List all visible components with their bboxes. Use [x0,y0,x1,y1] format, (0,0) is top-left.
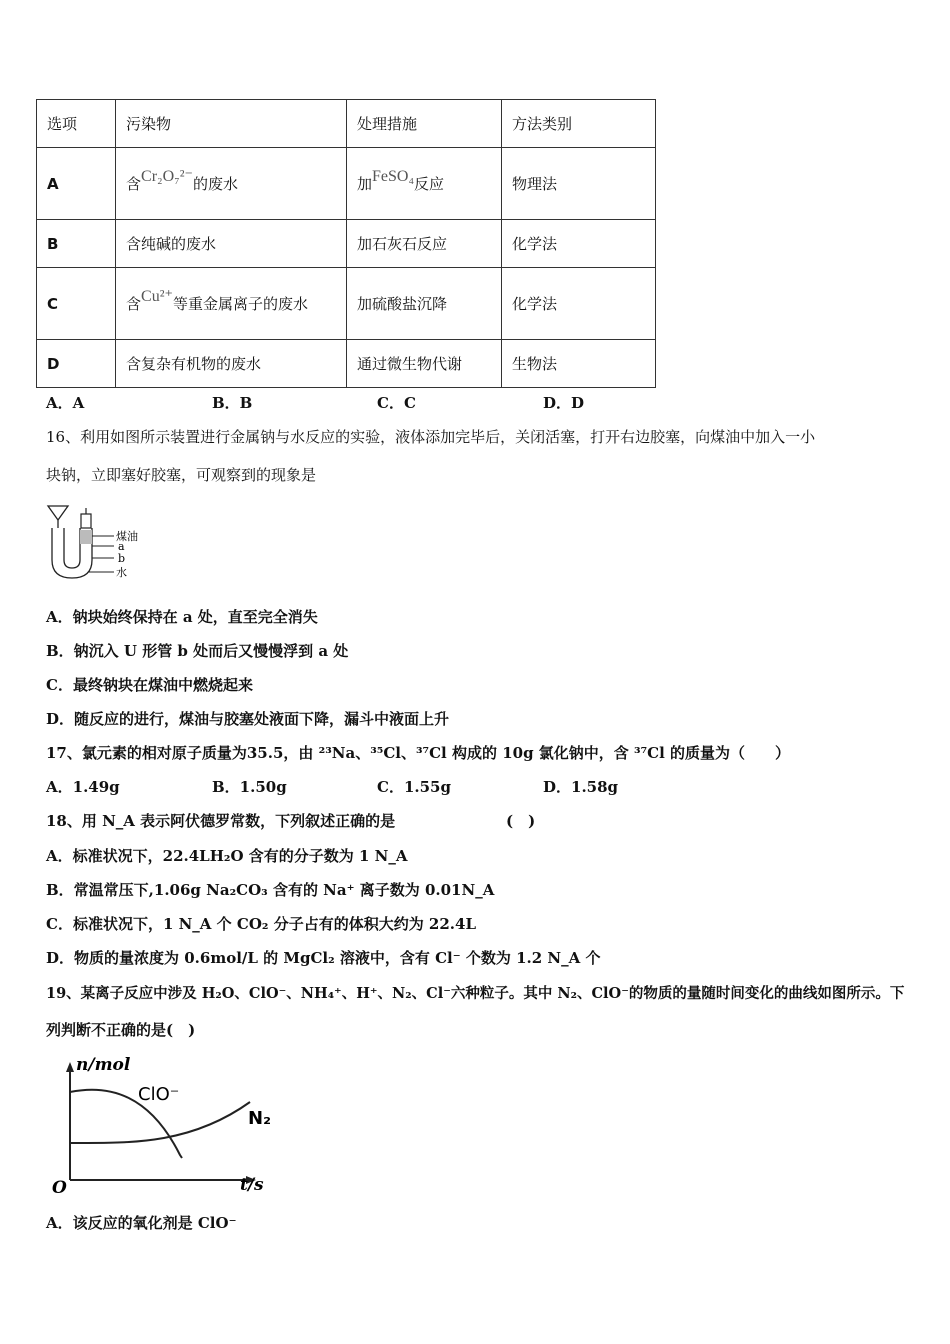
header-cell: 选项 [37,100,116,148]
q17-stem: 17、氯元素的相对原子质量为35.5，由 ²³Na、³⁵Cl、³⁷Cl 构成的 10g 氯化钠中，含 ³⁷Cl 的质量为（ ） [46,744,791,762]
series-label-clo: ClO⁻ [138,1084,180,1105]
q16-stem-line2: 块钠，立即塞好胶塞，可观察到的现象是 [46,466,317,484]
q18-option-d: D．物质的量浓度为 0.6mol/L 的 MgCl₂ 溶液中，含有 Cl⁻ 个数为 1.2 N_A 个 [46,949,601,967]
label-water: 水 [116,566,127,579]
table-row [37,340,656,388]
q17-option-a: A．1.49g [46,778,120,796]
option-cell: D [37,340,116,388]
q18-stem: 18、用 N_A 表示阿伏德罗常数，下列叙述正确的是 [46,812,396,830]
pollutant-cell: 含纯碱的废水 [116,220,347,268]
option-cell: C [37,268,116,340]
y-axis-label: n/mol [76,1055,131,1075]
pollutant-cell: 含Cr₂O₇²⁻的废水 [116,148,347,220]
label-a: a [118,540,125,553]
option-cell: B [37,220,116,268]
x-axis-label: t/s [240,1175,264,1195]
table-row [37,220,656,268]
q15-option-d: D．D [543,394,585,412]
n-t-chart [50,1050,280,1195]
y-axis-arrow [66,1062,74,1072]
q17-option-d: D．1.58g [543,778,619,796]
method-cell: 物理法 [502,148,656,220]
q18-option-b: B．常温常压下,1.06g Na₂CO₃ 含有的 Na⁺ 离子数为 0.01N_A [46,881,495,899]
q16-option-b: B．钠沉入 U 形管 b 处而后又慢慢浮到 a 处 [46,642,349,660]
q19-option-a: A．该反应的氧化剂是 ClO⁻ [46,1214,237,1232]
table-row [37,268,656,340]
q16-option-a: A．钠块始终保持在 a 处，直至完全消失 [46,608,318,626]
header-cell: 处理措施 [347,100,502,148]
label-kerosene: 煤油 [116,530,138,543]
q18-paren: ( ) [506,812,536,830]
q18-option-c: C．标准状况下，1 N_A 个 CO₂ 分子占有的体积大约为 22.4L [46,915,476,933]
series-label-n2: N₂ [248,1108,271,1129]
treatment-cell: 加硫酸盐沉降 [347,268,502,340]
pollutant-cell: 含复杂有机物的废水 [116,340,347,388]
u-tube-figure [44,502,154,584]
option-cell: A [37,148,116,220]
q15-option-b: B．B [212,394,253,412]
q17-option-c: C．1.55g [377,778,451,796]
q19-stem-line1: 19、某离子反应中涉及 H₂O、ClO⁻、NH₄⁺、H⁺、N₂、Cl⁻六种粒子。其中 N₂、ClO⁻的物质的量随时间变化的曲线如图所示。下 [46,985,905,1002]
treatment-cell: 加FeSO₄反应 [347,148,502,220]
q18-option-a: A．标准状况下，22.4LH₂O 含有的分子数为 1 N_A [46,847,408,865]
q15-option-a: A．A [46,394,85,412]
q19-stem-line2: 列判断不正确的是( ) [46,1021,196,1039]
method-cell: 化学法 [502,220,656,268]
q16-option-d: D．随反应的进行，煤油与胶塞处液面下降，漏斗中液面上升 [46,710,450,728]
pollutant-table [36,99,656,388]
header-cell: 方法类别 [502,100,656,148]
origin-label: O [52,1178,67,1195]
label-b: b [118,552,126,565]
q16-option-c: C．最终钠块在煤油中燃烧起来 [46,676,253,694]
q17-option-b: B．1.50g [212,778,287,796]
method-cell: 生物法 [502,340,656,388]
header-cell: 污染物 [116,100,347,148]
treatment-cell: 加石灰石反应 [347,220,502,268]
table-row [37,148,656,220]
q15-option-c: C．C [377,394,416,412]
method-cell: 化学法 [502,268,656,340]
treatment-cell: 通过微生物代谢 [347,340,502,388]
pollutant-cell: 含Cu²⁺等重金属离子的废水 [116,268,347,340]
table-header-row [37,100,656,148]
q16-stem-line1: 16、利用如图所示装置进行金属钠与水反应的实验，液体添加完毕后，关闭活塞，打开右边胶塞，向煤油中加入一小 [46,428,816,446]
